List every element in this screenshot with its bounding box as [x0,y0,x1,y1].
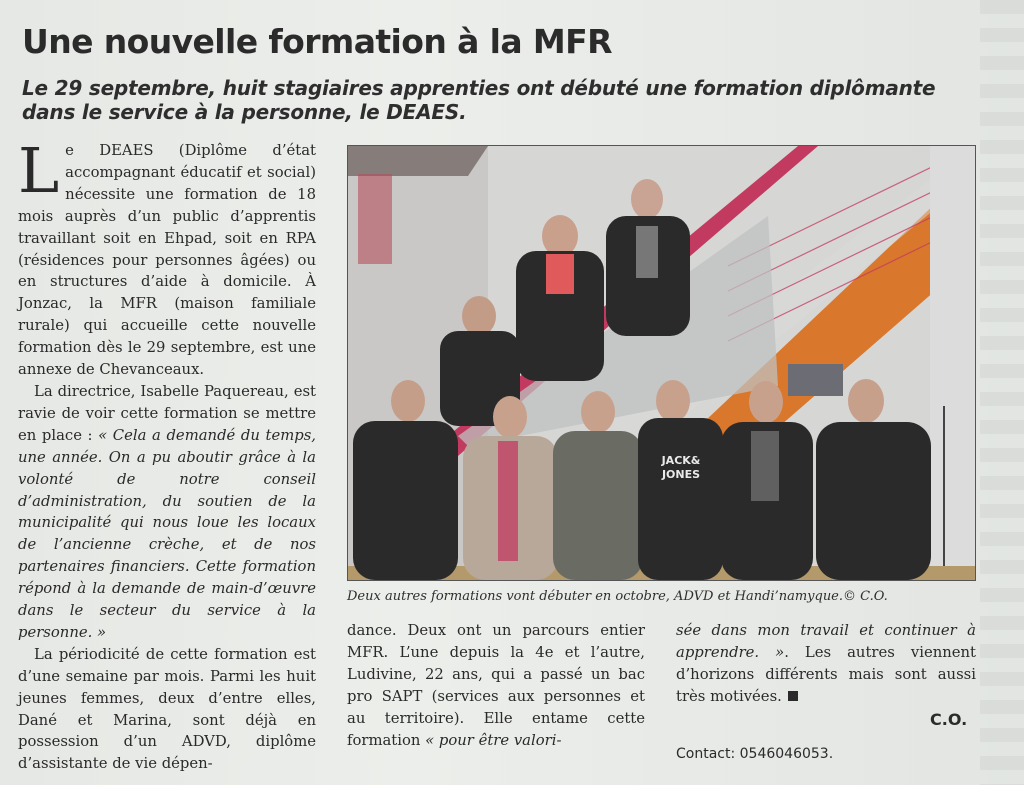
paragraph-1 [18,134,316,381]
group-photo [347,145,976,581]
column-3-quote: sée dans mon travail et continuer à apprendre. » [676,622,976,661]
adjacent-column-bleed [980,0,1024,785]
article-headline: Une nouvelle formation à la MFR [22,22,612,61]
article-standfirst: Le 29 septembre, huit stagiaires apprenties ont débuté une formation diplômante dans le service à la personne, le DEAES. [22,76,936,124]
column-2-paragraph [347,620,645,751]
paragraph-3 [18,644,316,775]
drop-cap: L [18,134,60,207]
paragraph-2-intro: La directrice, Isabelle Paquereau, est ravie de voir cette formation se mettre en place : [18,382,316,444]
contact-line: Contact: 0546046053. [676,746,834,762]
column-2-quote: « pour être valori- [425,731,562,749]
column-1 [18,134,317,775]
column-3-paragraph [676,620,976,708]
column-3-text: . Les autres viennent d’horizons différents mais sont aussi très motivées. [676,643,976,705]
paragraph-1-text: e DEAES (Diplôme d’état accompagnant éducatif et social) nécessite une formation de 18 mois auprès d’un public d’apprentis travaillant soit en Ehpad, soit en RPA (résidences pour personnes âgées) ou en structures d’aide à domicile. À Jonzac, la MFR (maison familiale rurale) qui accueille cette nouvelle formation dès le 29 septembre, est une annexe de Chevanceaux. [18,142,316,379]
paragraph-3-text: La périodicité de cette formation est d’une semaine par mois. Parmi les huit jeunes femmes, deux d’entre elles, Dané et Marina, sont déjà en possession d’un ADVD, diplôme d’assistante de vie dépen- [18,645,316,773]
end-of-article-mark [788,691,798,701]
paragraph-2 [18,381,316,644]
column-2 [347,620,645,751]
photo-caption: Deux autres formations vont débuter en octobre, ADVD et Handi’namyque.© C.O. [347,589,888,604]
column-2-text: dance. Deux ont un parcours entier MFR. L’une depuis la 4e et l’autre, Ludivine, 22 ans, qui a passé un bac pro SAPT (services aux personnes et au territoire). Elle entame cette formation [347,622,645,749]
column-3 [676,620,976,708]
author-signature: C.O. [930,710,968,729]
shirt-print-line-2: JONES [661,468,701,481]
director-quote: « Cela a demandé du temps, une année. On a pu aboutir grâce à la volonté de notre conseil d’administration, du soutien de la municipalité qui nous loue les locaux de l’ancienne crèche, et de nos partenaires financiers. Cette formation répond à la demande de main-d’œuvre dans le secteur du service à la personne. » [18,426,317,641]
shirt-print-line-1: JACK& [661,454,701,467]
